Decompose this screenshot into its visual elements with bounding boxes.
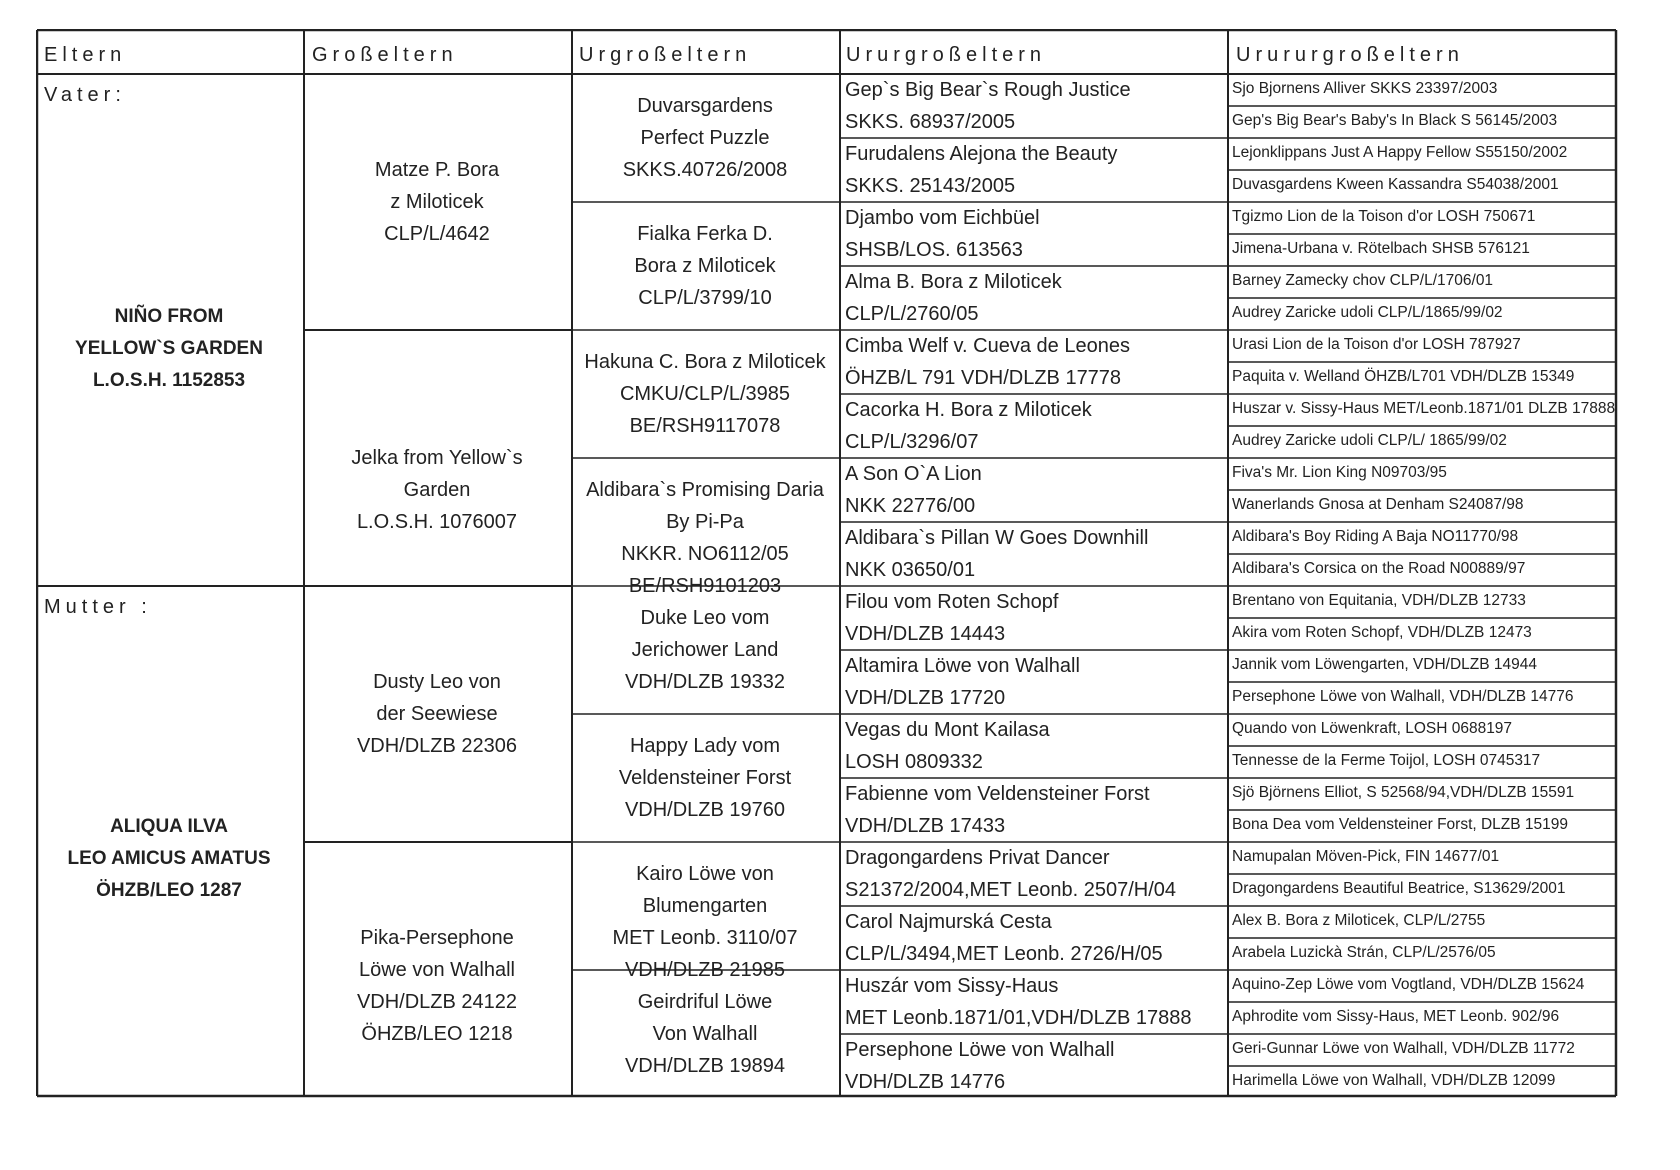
great-grandparent-6: Happy Lady vom Veldensteiner Forst VDH/DLZB 19760 <box>618 735 792 821</box>
header-urgrosseltern: Urgroßeltern <box>579 44 752 66</box>
gg-grandparent-5: Cimba Welf v. Cueva de Leones ÖHZB/L 791 VDH/DLZB 17778 <box>845 335 1130 389</box>
ggg-grandparent-22: Tennesse de la Ferme Toijol, LOSH 0745317 <box>1232 752 1541 769</box>
gg-grandparent-1: Gep`s Big Bear`s Rough Justice SKKS. 68937/2005 <box>845 79 1131 133</box>
ggg-grandparent-20: Persephone Löwe von Walhall, VDH/DLZB 14776 <box>1232 688 1574 705</box>
header-ururgrosseltern: Ururgroßeltern <box>846 44 1047 66</box>
ggg-grandparent-8: Audrey Zaricke udoli CLP/L/1865/99/02 <box>1232 304 1503 321</box>
father-label: Vater: <box>44 84 126 106</box>
great-grandparent-7: Kairo Löwe von Blumengarten MET Leonb. 3110/07 VDH/DLZB 21985 <box>612 863 798 981</box>
gg-grandparent-6: Cacorka H. Bora z Miloticek CLP/L/3296/07 <box>845 399 1092 453</box>
ggg-grandparent-26: Dragongardens Beautiful Beatrice, S13629/2001 <box>1232 880 1566 897</box>
grandparent-1: Matze P. Bora z Miloticek CLP/L/4642 <box>374 159 500 245</box>
grandparent-2: Jelka from Yellow`s Garden L.O.S.H. 1076007 <box>351 447 523 533</box>
ggg-grandparent-18: Akira vom Roten Schopf, VDH/DLZB 12473 <box>1232 624 1532 641</box>
ggg-grandparent-1: Sjo Bjornens Alliver SKKS 23397/2003 <box>1232 80 1498 97</box>
ggg-grandparent-7: Barney Zamecky chov CLP/L/1706/01 <box>1232 272 1494 289</box>
great-grandparent-1: Duvarsgardens Perfect Puzzle SKKS.40726/2008 <box>622 95 788 181</box>
ggg-grandparent-19: Jannik vom Löwengarten, VDH/DLZB 14944 <box>1232 656 1537 673</box>
gg-grandparent-12: Fabienne vom Veldensteiner Forst VDH/DLZB 17433 <box>845 783 1150 837</box>
ggg-grandparent-29: Aquino-Zep Löwe vom Vogtland, VDH/DLZB 15624 <box>1232 976 1585 993</box>
gg-grandparent-11: Vegas du Mont Kailasa LOSH 0809332 <box>845 719 1050 773</box>
great-grandparent-4: Aldibara`s Promising Daria By Pi-Pa NKKR. NO6112/05 BE/RSH9101203 <box>586 479 824 597</box>
pedigree-table <box>36 29 1618 1098</box>
ggg-grandparent-2: Gep's Big Bear's Baby's In Black S 56145/2003 <box>1232 112 1558 129</box>
ggg-grandparent-13: Fiva's Mr. Lion King N09703/95 <box>1232 464 1447 481</box>
gg-grandparent-4: Alma B. Bora z Miloticek CLP/L/2760/05 <box>845 271 1062 325</box>
great-grandparent-3: Hakuna C. Bora z Miloticek CMKU/CLP/L/3985 BE/RSH9117078 <box>584 351 826 437</box>
mother-name: ALIQUA ILVA LEO AMICUS AMATUS ÖHZB/LEO 1287 <box>67 816 271 901</box>
ggg-grandparent-10: Paquita v. Welland ÖHZB/L701 VDH/DLZB 15349 <box>1232 368 1575 385</box>
ggg-grandparent-30: Aphrodite vom Sissy-Haus, MET Leonb. 902/96 <box>1232 1008 1560 1025</box>
grandparent-4: Pika-Persephone Löwe von Walhall VDH/DLZB 24122 ÖHZB/LEO 1218 <box>356 927 518 1045</box>
mother-label: Mutter : <box>44 596 152 618</box>
gg-grandparent-2: Furudalens Alejona the Beauty SKKS. 25143/2005 <box>845 143 1118 197</box>
ggg-grandparent-5: Tgizmo Lion de la Toison d'or LOSH 750671 <box>1232 208 1536 225</box>
gg-grandparent-10: Altamira Löwe von Walhall VDH/DLZB 17720 <box>845 655 1080 709</box>
header-grosseltern: Großeltern <box>312 44 458 66</box>
ggg-grandparent-3: Lejonklippans Just A Happy Fellow S55150/2002 <box>1232 144 1568 161</box>
gg-grandparent-9: Filou vom Roten Schopf VDH/DLZB 14443 <box>845 591 1059 645</box>
ggg-grandparent-32: Harimella Löwe von Walhall, VDH/DLZB 12099 <box>1232 1072 1556 1089</box>
ggg-grandparent-27: Alex B. Bora z Miloticek, CLP/L/2755 <box>1232 912 1486 929</box>
ggg-grandparent-23: Sjö Björnens Elliot, S 52568/94,VDH/DLZB 15591 <box>1232 784 1575 801</box>
header-eltern: Eltern <box>44 44 127 66</box>
ggg-grandparent-9: Urasi Lion de la Toison d'or LOSH 787927 <box>1232 336 1521 353</box>
ggg-grandparent-25: Namupalan Möven-Pick, FIN 14677/01 <box>1232 848 1500 865</box>
ggg-grandparent-4: Duvasgardens Kween Kassandra S54038/2001 <box>1232 176 1559 193</box>
gg-grandparent-8: Aldibara`s Pillan W Goes Downhill NKK 03650/01 <box>845 527 1149 581</box>
ggg-grandparent-16: Aldibara's Corsica on the Road N00889/97 <box>1232 560 1526 577</box>
great-grandparent-2: Fialka Ferka D. Bora z Miloticek CLP/L/3799/10 <box>634 223 776 309</box>
ggg-grandparent-28: Arabela Luzickà Strán, CLP/L/2576/05 <box>1232 944 1496 961</box>
father-name: NIÑO FROM YELLOW`S GARDEN L.O.S.H. 1152853 <box>75 306 263 391</box>
ggg-grandparent-11: Huszar v. Sissy-Haus MET/Leonb.1871/01 DLZB 17888 <box>1232 400 1616 417</box>
ggg-grandparent-12: Audrey Zaricke udoli CLP/L/ 1865/99/02 <box>1232 432 1507 449</box>
ggg-grandparent-14: Wanerlands Gnosa at Denham S24087/98 <box>1232 496 1524 513</box>
ggg-grandparent-31: Geri-Gunnar Löwe von Walhall, VDH/DLZB 11772 <box>1232 1040 1575 1057</box>
gg-grandparent-3: Djambo vom Eichbüel SHSB/LOS. 613563 <box>845 207 1040 261</box>
great-grandparent-8: Geirdriful Löwe Von Walhall VDH/DLZB 19894 <box>624 991 786 1077</box>
ggg-grandparent-24: Bona Dea vom Veldensteiner Forst, DLZB 15199 <box>1232 816 1569 833</box>
gg-grandparent-16: Persephone Löwe von Walhall VDH/DLZB 14776 <box>845 1039 1115 1093</box>
ggg-grandparent-17: Brentano von Equitania, VDH/DLZB 12733 <box>1232 592 1526 609</box>
ggg-grandparent-6: Jimena-Urbana v. Rötelbach SHSB 576121 <box>1232 240 1530 257</box>
ggg-grandparent-15: Aldibara's Boy Riding A Baja NO11770/98 <box>1232 528 1519 545</box>
gg-grandparent-13: Dragongardens Privat Dancer S21372/2004,MET Leonb. 2507/H/04 <box>845 847 1176 901</box>
gg-grandparent-14: Carol Najmurská Cesta CLP/L/3494,MET Leonb. 2726/H/05 <box>845 911 1163 965</box>
gg-grandparent-7: A Son O`A Lion NKK 22776/00 <box>845 463 982 517</box>
ggg-grandparent-21: Quando von Löwenkraft, LOSH 0688197 <box>1232 720 1513 737</box>
grandparent-3: Dusty Leo von der Seewiese VDH/DLZB 22306 <box>356 671 518 757</box>
header-urururgrosseltern: Urururgroßeltern <box>1236 44 1464 66</box>
gg-grandparent-15: Huszár vom Sissy-Haus MET Leonb.1871/01,VDH/DLZB 17888 <box>845 975 1192 1029</box>
great-grandparent-5: Duke Leo vom Jerichower Land VDH/DLZB 19332 <box>624 607 786 693</box>
